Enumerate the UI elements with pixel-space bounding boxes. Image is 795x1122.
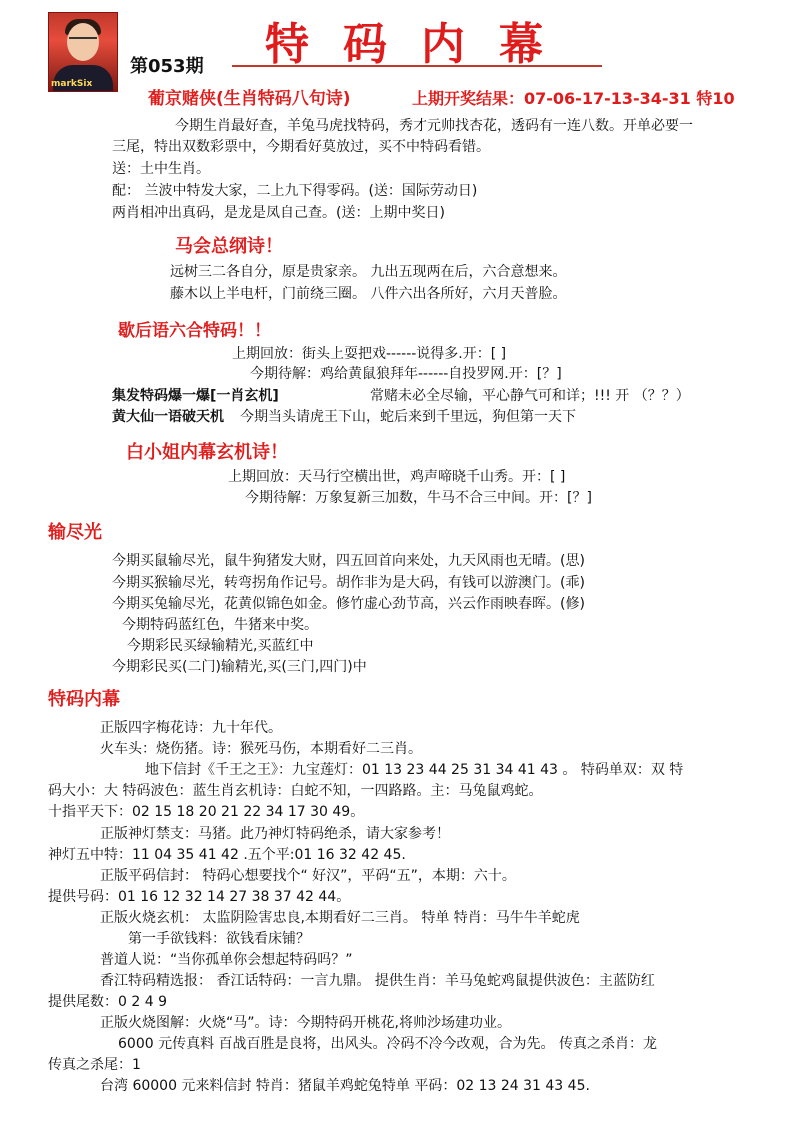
inside-line: 普道人说：“当你孤单你会想起特码吗？” [100,952,353,968]
inside-line: 正版火烧玄机： 太监阴险害忠良,本期看好二三肖。 特单 特肖：马牛牛羊蛇虎 [100,910,580,926]
inside-line: 码大小：大 特码波色：蓝生肖玄机诗：白蛇不知，一四路路。主：马兔鼠鸡蛇。 [48,783,543,799]
title-underline [232,65,602,67]
bai-line: 上期回放：天马行空横出世，鸡声啼晓千山秀。开：[ ] [228,469,566,485]
poem-line: 送：土中生肖。 [112,161,210,177]
horse-line: 藤木以上半电杆，门前绕三圈。 八件六出各所好，六月天普脸。 [170,286,567,302]
author-avatar [48,12,118,92]
inside-line: 正版神灯禁支：马猪。此乃神灯特码绝杀，请大家参考！ [100,826,450,842]
lose-line: 今期彩民买绿输精光,买蓝红中 [127,638,314,654]
jifa-label: 集发特码爆一爆[一肖玄机] [112,388,279,404]
poem-line: 今期生肖最好查，羊兔马虎找特码，秀才元帅找杏花，透码有一连八数。开单必要一 [175,118,693,134]
inside-line: 提供尾数：0 2 4 9 [48,994,167,1010]
inside-line: 台湾 60000 元来料信封 特肖：猪鼠羊鸡蛇兔特单 平码：02 13 24 31 43 45. [100,1078,590,1094]
inside-line: 第一手欲钱料：欲钱看床铺？ [128,931,310,947]
lose-line: 今期买鼠输尽光，鼠牛狗猪发大财，四五回首向来处，九天风雨也无晴。(思) [112,553,585,569]
avatar-watermark: markSix [51,79,93,89]
subtitle: 葡京赌侠(生肖特码八句诗) [148,89,351,109]
last-result: 上期开奖结果：07-06-17-13-34-31 特10 [412,89,735,108]
bai-line: 今期待解：万象复新三加数，牛马不合三中间。开：[？] [245,490,592,506]
horse-heading: 马会总纲诗！ [175,236,283,257]
jifa-text: 常赌未必全尽输，平心静气可和详；!!! 开 （？？） [370,388,690,404]
inside-line: 香江特码精选报： 香江话特码：一言九鼎。 提供生肖：羊马兔蛇鸡鼠提供波色：主蓝防红 [100,973,655,989]
inside-line: 十指平天下：02 15 18 20 21 22 34 17 30 49。 [48,804,365,820]
poem-line: 配： 兰波中特发大家，二上九下得零码。(送：国际劳动日) [112,183,478,199]
poem-line: 三尾，特出双数彩票中，今期看好莫放过，买不中特码看错。 [112,139,490,155]
inside-line: 传真之杀尾：1 [48,1057,141,1073]
inside-heading: 特码内幕 [48,689,120,710]
xiehou-line: 上期回放：街头上耍把戏------说得多.开：[ ] [232,346,507,362]
inside-line: 地下信封《千王之王》：九宝莲灯：01 13 23 44 25 31 34 41 43 。 特码单双：双 特 [145,762,684,778]
bai-heading: 白小姐内幕玄机诗！ [126,442,288,463]
huang-label: 黄大仙一语破天机 [112,409,224,425]
inside-line: 正版火烧图解：火烧“马”。诗：今期特码开桃花,将帅沙场建功业。 [100,1015,511,1031]
inside-line: 提供号码：01 16 12 32 14 27 38 37 42 44。 [48,889,351,905]
huang-text: 今期当头请虎王下山，蛇后来到千里远，狗但第一天下 [240,409,576,425]
page-title: 特码内幕 [265,19,577,70]
inside-line: 正版平码信封： 特码心想要找个“ 好汉”，平码“五”，本期：六十。 [100,868,516,884]
lose-heading: 输尽光 [48,522,102,543]
inside-line: 正版四字梅花诗：九十年代。 [100,720,282,736]
lose-line: 今期彩民买(二门)输精光,买(三门,四门)中 [112,659,367,675]
xiehou-heading: 歇后语六合特码！！ [118,321,271,341]
lose-line: 今期买猴输尽光，转弯拐角作记号。胡作非为是大码，有钱可以游澳门。(乖) [112,575,585,591]
lose-line: 今期买兔输尽光，花黄似锦色如金。修竹虚心劲节高，兴云作雨映春晖。(修) [112,596,585,612]
xiehou-line: 今期待解：鸡给黄鼠狼拜年------自投罗网.开：[？] [250,366,562,382]
inside-line: 神灯五中特：11 04 35 41 42 .五个平:01 16 32 42 45. [48,847,406,863]
issue-number: 第053期 [130,56,204,77]
poem-line: 两肖相冲出真码，是龙是凤自己查。(送：上期中奖日) [112,205,445,221]
inside-line: 火车头：烧伤猪。诗：猴死马伤，本期看好二三肖。 [100,741,422,757]
horse-line: 远树三二各自分，原是贵家亲。 九出五现两在后，六合意想来。 [170,264,567,280]
avatar-glasses [69,37,97,45]
lose-line: 今期特码蓝红色，牛猪来中奖。 [122,617,318,633]
inside-line: 6000 元传真料 百战百胜是良将，出风头。冷码不冷今改观，合为先。 传真之杀肖：龙 [118,1036,657,1052]
